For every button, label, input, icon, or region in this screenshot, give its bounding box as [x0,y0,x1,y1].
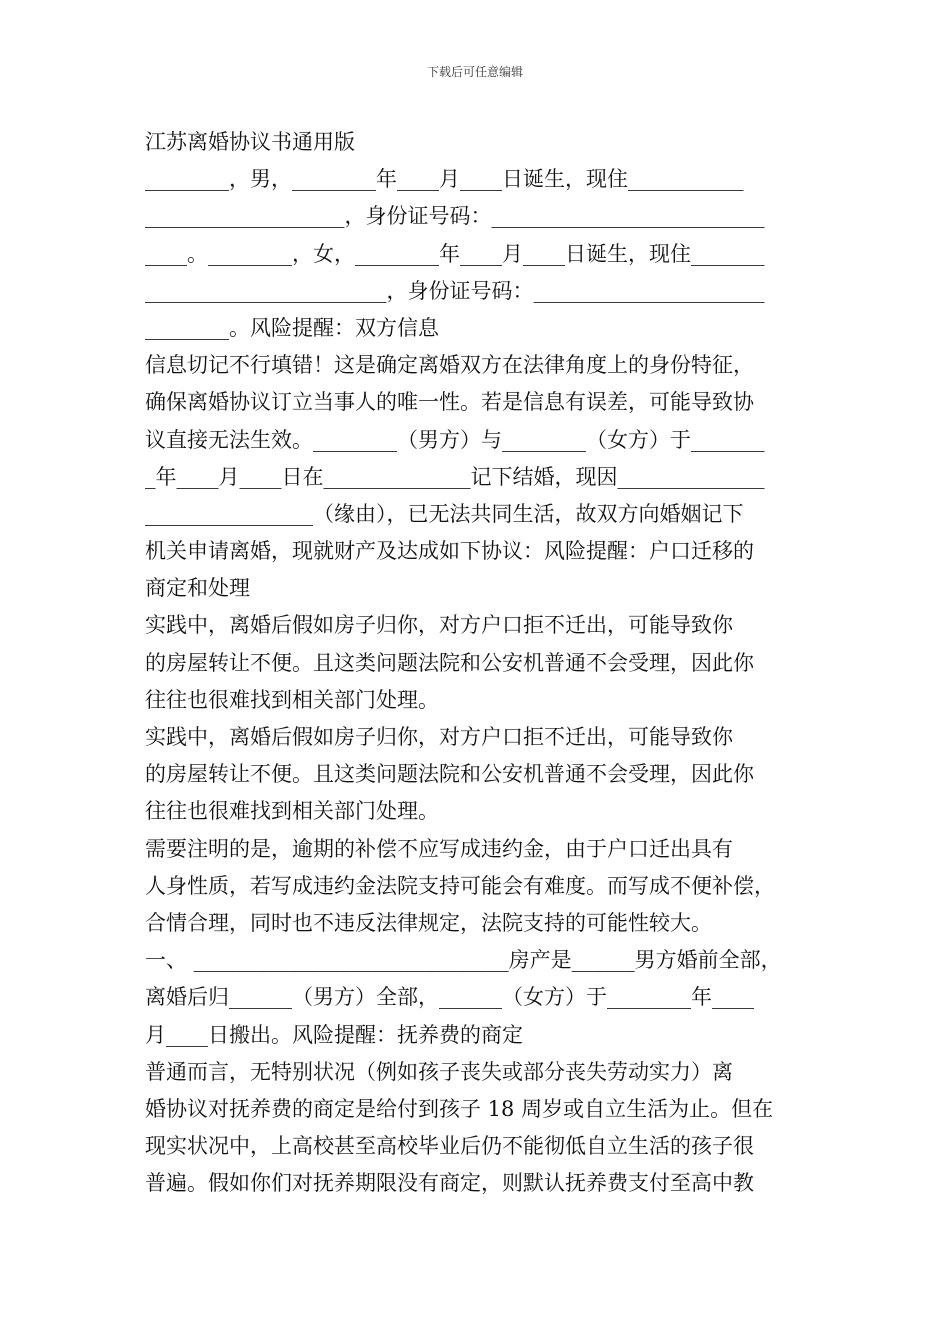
text-line: ________。风险提醒：双方信息 [145,315,439,340]
text-line: ___________________，身份证号码：__________________________ [145,204,765,229]
text-line: 合情合理，同时也不违反法律规定，法院支持的可能性较大。 [145,910,712,935]
text-line: ________________（缘由），已无法共同生活，故双方向婚姻记下 [145,501,744,526]
text-line: 现实状况中，上高校甚至高校毕业后仍不能彻低自立生活的孩子很 [145,1134,754,1159]
document-title: 江苏离婚协议书通用版 [145,130,355,154]
text-line: 人身性质，若写成违约金法院支持可能会有难度。而写成不便补偿， [145,873,775,898]
text-line: 的房屋转让不便。且这类问题法院和公安机普通不会受理，因此你 [145,762,754,787]
text-line: 往往也很难找到相关部门处理。 [145,687,439,712]
text-line: 月____日搬出。风险提醒：抚养费的商定 [145,1022,523,1047]
text-line: 需要注明的是，逾期的补偿不应写成违约金，由于户口迁出具有 [145,836,733,861]
text-line: 往往也很难找到相关部门处理。 [145,799,439,824]
text-line: 确保离婚协议订立当事人的唯一性。若是信息有误差，可能导致协 [145,390,754,415]
text-line: 一、 ______________________________房产是______男方婚前全部， [145,948,782,973]
text-line: 离婚后归______（男方）全部，______（女方）于________年____ [145,985,754,1010]
text-line: 实践中，离婚后假如房子归你，对方户口拒不迁出，可能导致你 [145,613,733,638]
text-line: 信息切记不行填错！这是确定离婚双方在法律角度上的身份特征， [145,353,754,378]
text-line: 普通而言，无特别状况（例如孩子丧失或部分丧失劳动实力）离 [145,1059,733,1084]
text-line: 实践中，离婚后假如房子归你，对方户口拒不迁出，可能导致你 [145,725,733,749]
text-line: 婚协议对抚养费的商定是给付到孩子 18 周岁或自立生活为止。但在 [145,1096,774,1121]
text-line: _______________________，身份证号码：______________________ [145,278,765,303]
page-header-note: 下载后可任意编辑 [426,65,523,79]
text-line: _年____月____日在______________记下结婚，现因______________ [145,464,765,489]
text-line: 商定和处理 [145,576,250,601]
text-line: ________，男，________年____月____日诞生，现住___________ [145,167,744,192]
document-body [145,124,808,1202]
text-line: 议直接无法生效。________（男方）与________（女方）于_______ [145,427,765,452]
text-line: 普遍。假如你们对抚养期限没有商定，则默认抚养费支付至高中教 [145,1171,754,1196]
text-line: ____。________，女，________年____月____日诞生，现住_______ [145,241,765,266]
text-line: 机关申请离婚，现就财产及达成如下协议：风险提醒：户口迁移的 [145,539,754,564]
text-line: 的房屋转让不便。且这类问题法院和公安机普通不会受理，因此你 [145,650,754,675]
